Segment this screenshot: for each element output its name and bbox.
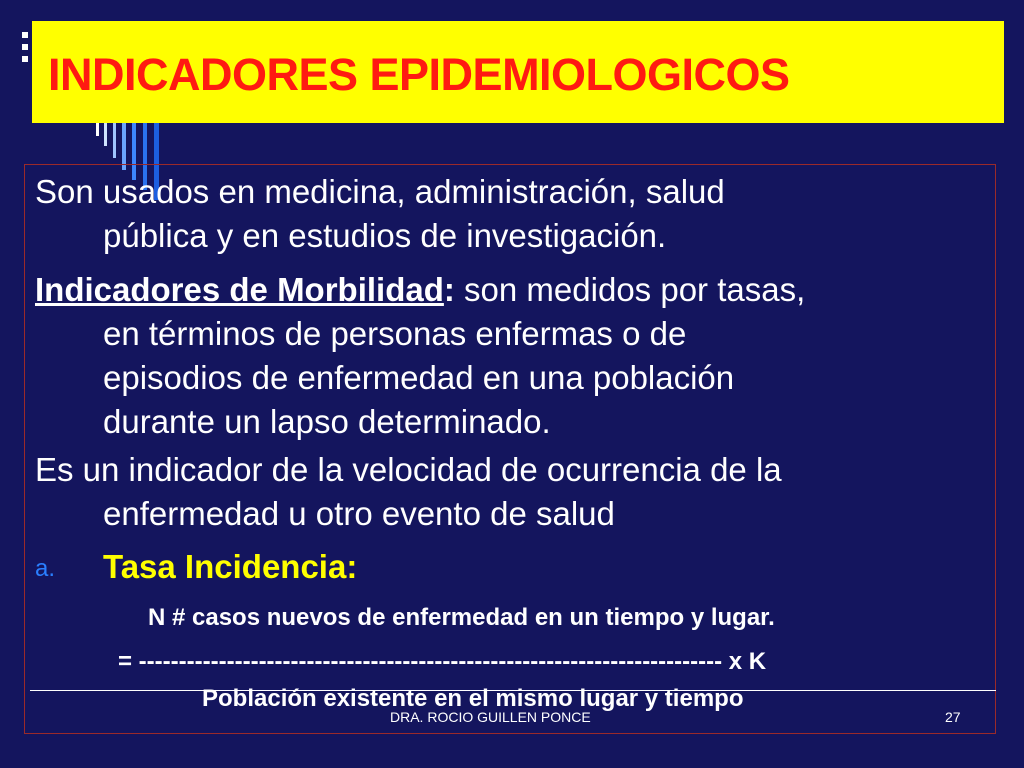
paragraph-line: enfermedad u otro evento de salud	[103, 495, 615, 532]
morbidity-rest: son medidos por tasas,	[454, 271, 806, 308]
formula-denominator: Población existente en el mismo lugar y tiempo	[202, 685, 744, 712]
paragraph-line	[35, 268, 985, 312]
paragraph-line: pública y en estudios de investigación.	[103, 217, 667, 254]
paragraph-line: en términos de personas enfermas o de	[103, 315, 687, 352]
footer-author: DRA. ROCIO GUILLEN PONCE	[390, 709, 591, 725]
paragraph-line: episodios de enfermedad en una población	[103, 359, 735, 396]
paragraph-line: Es un indicador de la velocidad de ocurrencia de la	[35, 451, 782, 488]
list-item-incidence	[35, 545, 357, 591]
morbidity-colon: :	[443, 271, 455, 308]
morbidity-term: Indicadores de Morbilidad	[35, 271, 444, 308]
incidence-label: Tasa Incidencia:	[103, 548, 358, 585]
slide-title: INDICADORES EPIDEMIOLOGICOS	[48, 49, 790, 100]
list-marker: a.	[35, 555, 56, 582]
page-number: 27	[945, 709, 961, 725]
paragraph-line: durante un lapso determinado.	[103, 403, 551, 440]
formula-equals-line: = ------------------------------------------------------------------------- x K	[118, 648, 767, 675]
paragraph-velocity	[35, 448, 985, 536]
paragraph-morbidity	[35, 268, 985, 444]
formula-numerator: N # casos nuevos de enfermedad en un tiempo y lugar.	[148, 604, 775, 631]
paragraph-usage	[35, 170, 985, 258]
title-banner	[32, 21, 1004, 123]
paragraph-line: Son usados en medicina, administración, salud	[35, 173, 725, 210]
